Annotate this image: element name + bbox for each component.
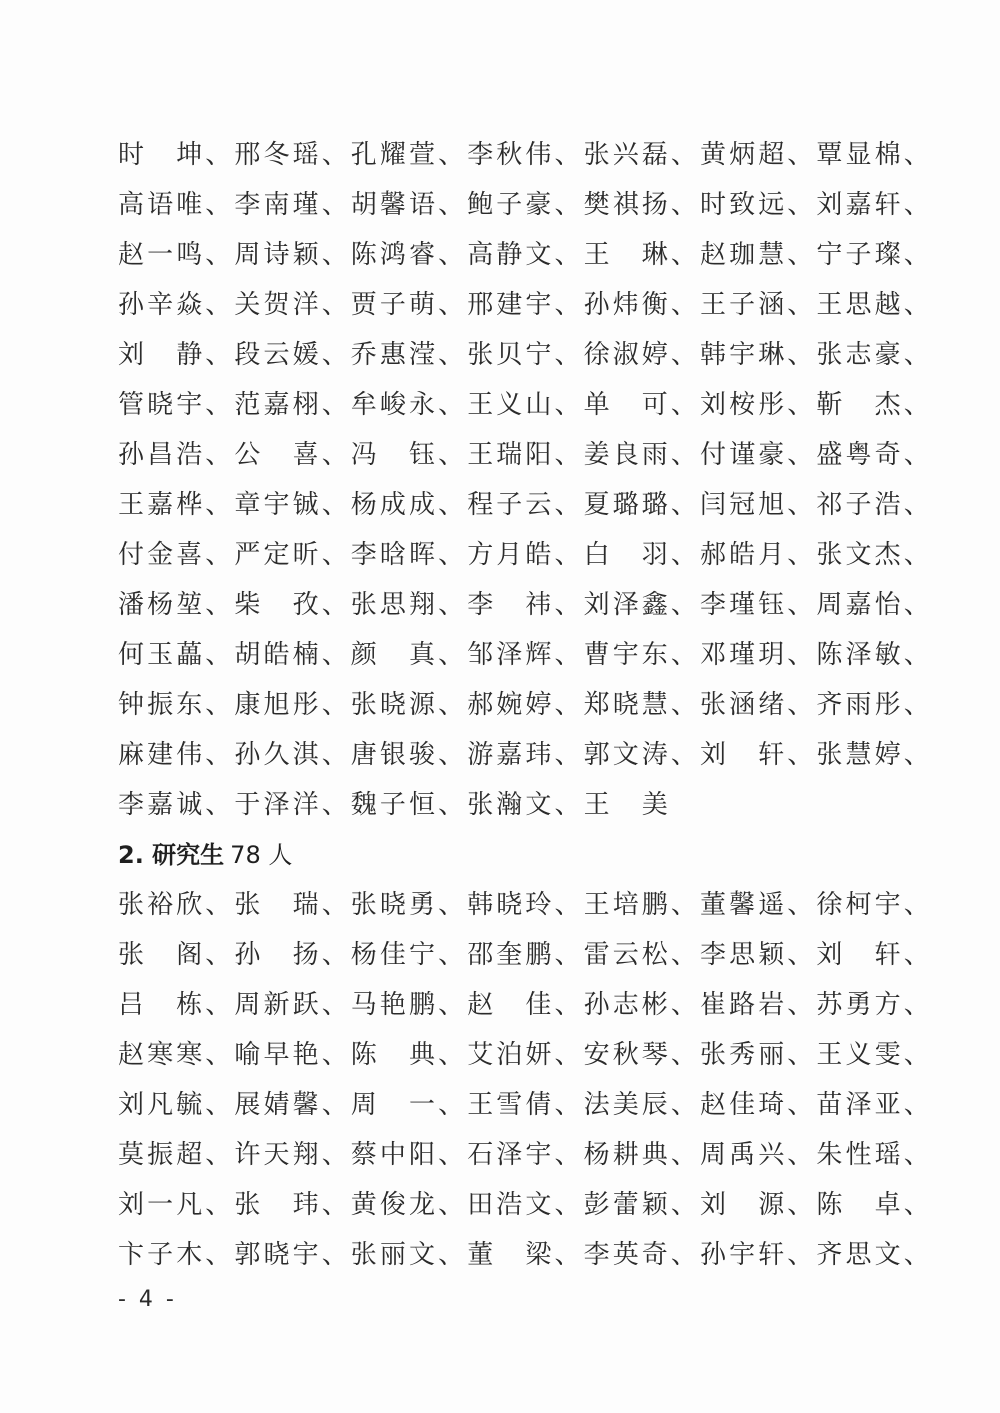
name-line: 张 阁、孙 扬、杨佳宁、邵奎鹏、雷云松、李思颖、刘 轩、	[118, 940, 933, 970]
name-line: 付金喜、严定昕、李晗晖、方月皓、白 羽、郝皓月、张文杰、	[118, 540, 933, 570]
name-line: 孙昌浩、公 喜、冯 钰、王瑞阳、姜良雨、付谨豪、盛粤奇、	[118, 440, 933, 470]
name-list	[118, 130, 933, 1280]
name-line: 王嘉桦、章宇铖、杨成成、程子云、夏璐璐、闫冠旭、祁子浩、	[118, 490, 933, 520]
name-line: 吕 栋、周新跃、马艳鹏、赵 佳、孙志彬、崔路岩、苏勇方、	[118, 990, 933, 1020]
undergraduate-name-list	[118, 130, 933, 830]
name-line: 莫振超、许天翔、蔡中阳、石泽宇、杨耕典、周禹兴、朱性瑶、	[118, 1140, 933, 1170]
name-line: 麻建伟、孙久淇、唐银骏、游嘉玮、郭文涛、刘 轩、张慧婷、	[118, 740, 933, 770]
name-line: 卞子木、郭晓宇、张丽文、董 梁、李英奇、孙宇轩、齐思文、	[118, 1240, 933, 1270]
name-line: 钟振东、康旭彤、张晓源、郝婉婷、郑晓慧、张涵绪、齐雨彤、	[118, 690, 933, 720]
name-line: 李嘉诚、于泽洋、魏子恒、张瀚文、王 美	[118, 790, 671, 820]
name-line: 孙辛焱、关贺洋、贾子萌、邢建宇、孙炜衡、王子涵、王思越、	[118, 290, 933, 320]
name-line: 高语唯、李南瑾、胡馨语、鲍子豪、樊祺扬、时致远、刘嘉轩、	[118, 190, 933, 220]
section-heading	[118, 830, 888, 880]
name-line: 刘 静、段云媛、乔惠滢、张贝宁、徐淑婷、韩宇琳、张志豪、	[118, 340, 933, 370]
name-line: 赵一鸣、周诗颖、陈鸿睿、高静文、王 琳、赵珈慧、宁子璨、	[118, 240, 933, 270]
name-line: 赵寒寒、喻早艳、陈 典、艾泊妍、安秋琴、张秀丽、王义雯、	[118, 1040, 933, 1070]
name-line: 潘杨堃、柴 孜、张思翔、李 祎、刘泽鑫、李瑾钰、周嘉怡、	[118, 590, 933, 620]
name-line: 刘凡毓、展婧馨、周 一、王雪倩、法美辰、赵佳琦、苗泽亚、	[118, 1090, 933, 1120]
name-line: 张裕欣、张 瑞、张晓勇、韩晓玲、王培鹏、董馨遥、徐柯宇、	[118, 890, 933, 920]
page-number: - 4 -	[118, 1287, 177, 1312]
name-line: 刘一凡、张 玮、黄俊龙、田浩文、彭蕾颖、刘 源、陈 卓、	[118, 1190, 933, 1220]
graduate-name-list	[118, 880, 933, 1280]
section-heading-title: 2. 研究生	[118, 841, 225, 869]
name-line: 管晓宇、范嘉栩、牟峻永、王义山、单 可、刘桉彤、靳 杰、	[118, 390, 933, 420]
section-heading-count: 78 人	[230, 841, 293, 869]
name-line: 时 坤、邢冬瑶、孔耀萱、李秋伟、张兴磊、黄炳超、覃显棉、	[118, 140, 933, 170]
name-line: 何玉藟、胡皓楠、颜 真、邹泽辉、曹宇东、邓瑾玥、陈泽敏、	[118, 640, 933, 670]
